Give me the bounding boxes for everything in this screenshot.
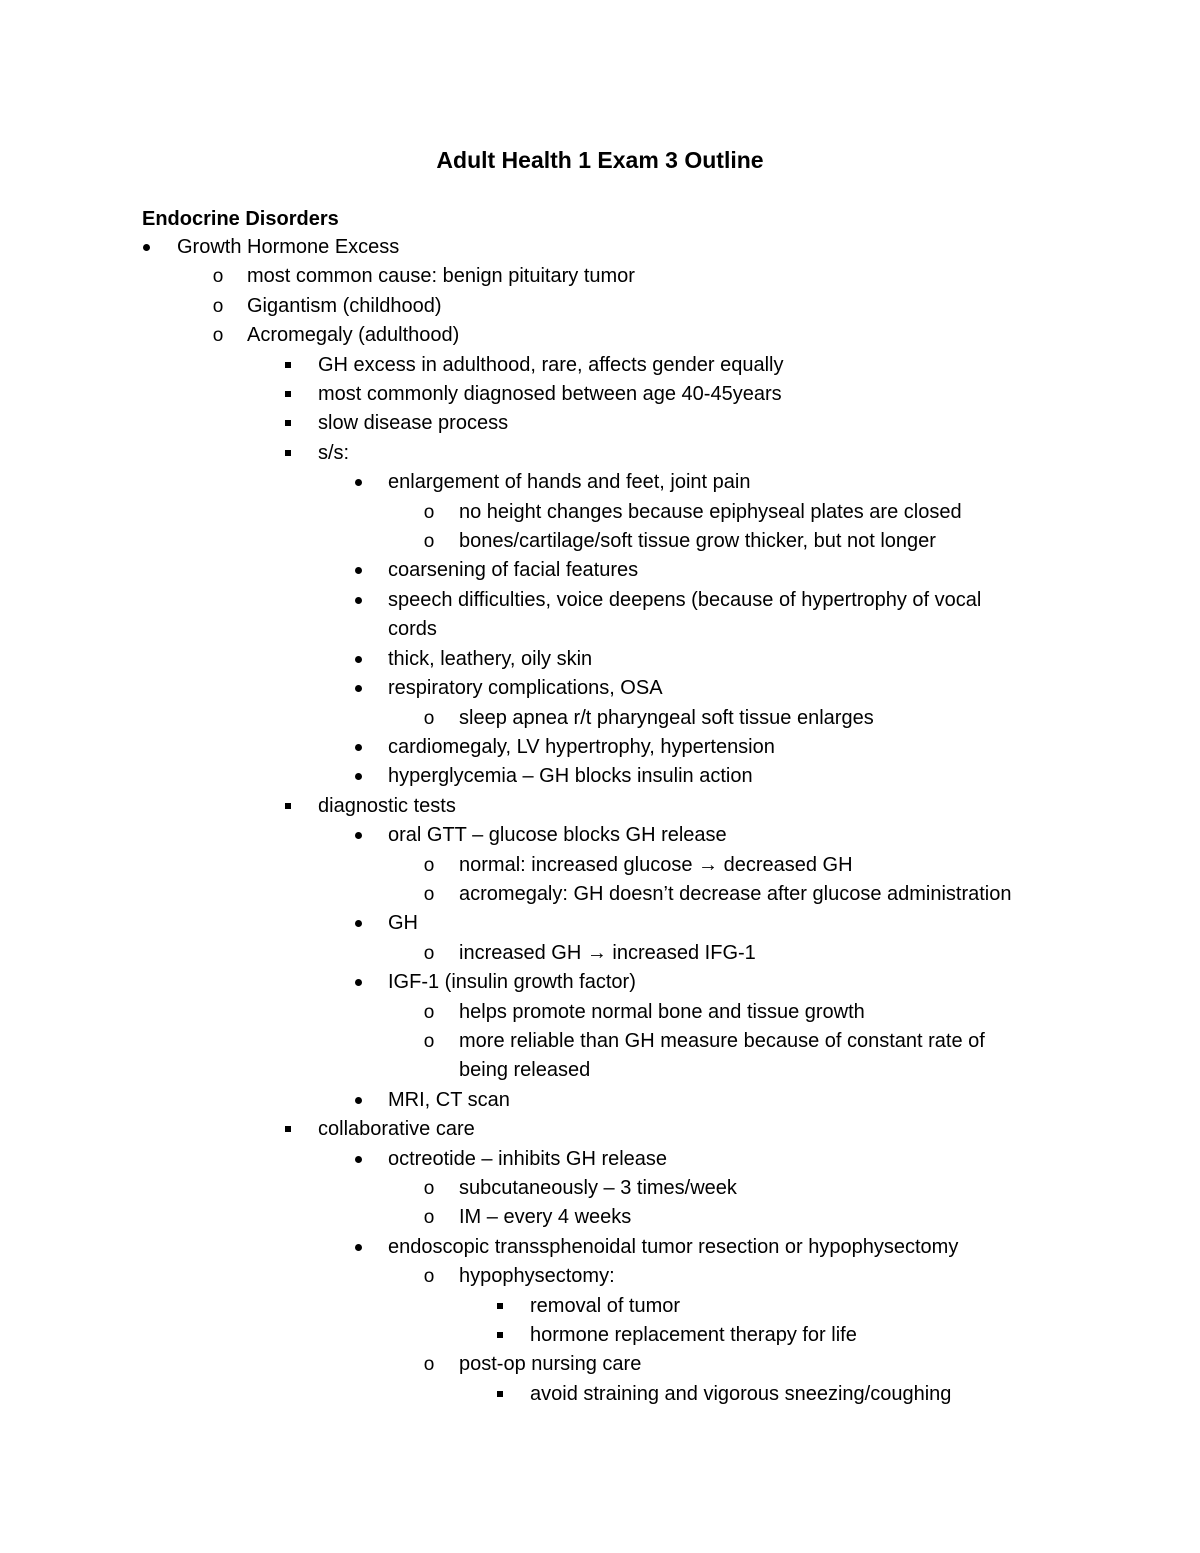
outline-item-text: GH excess in adulthood, rare, affects gender equally: [318, 353, 784, 376]
outline-item-text: Gigantism (childhood): [247, 294, 442, 317]
outline-item: [0, 262, 1200, 291]
outline-item: [0, 939, 1200, 968]
outline-item-text: removal of tumor: [530, 1294, 681, 1317]
outline-item: [0, 733, 1200, 762]
bullet-circle-icon: o: [423, 942, 435, 964]
bullet-circle-icon: o: [423, 501, 435, 523]
outline-item: [0, 409, 1200, 438]
bullet-circle-icon: o: [423, 1030, 435, 1052]
bullet-circle-icon: o: [423, 1266, 435, 1288]
outline-item: [0, 556, 1200, 585]
outline-item-text: avoid straining and vigorous sneezing/coughing: [530, 1382, 952, 1405]
bullet-circle-icon: o: [423, 883, 435, 905]
outline-item: [0, 527, 1200, 556]
outline-item: [0, 1027, 1029, 1086]
outline-item: [0, 821, 1200, 850]
outline-item-text: helps promote normal bone and tissue growth: [459, 1000, 865, 1023]
outline-item-text: coarsening of facial features: [388, 559, 639, 582]
bullet-circle-icon: o: [212, 295, 224, 317]
outline-item-text: Acromegaly (adulthood): [247, 324, 460, 347]
bullet-circle-icon: o: [423, 531, 435, 553]
outline-item-text: speech difficulties, voice deepens (because of hypertrophy of vocal cords: [388, 588, 982, 641]
outline-item-text: endoscopic transsphenoidal tumor resection or hypophysectomy: [388, 1235, 959, 1258]
outline-item: [0, 1233, 1200, 1262]
outline-item: [0, 1350, 1200, 1379]
outline-item: [0, 1086, 1200, 1115]
outline-item-text: hyperglycemia – GH blocks insulin action: [388, 765, 753, 788]
outline-item-text: oral GTT – glucose blocks GH release: [388, 824, 727, 847]
outline-item: [0, 909, 1200, 938]
outline-item: [0, 1380, 1200, 1409]
outline-item-text: cardiomegaly, LV hypertrophy, hypertension: [388, 735, 775, 758]
outline-item-text: increased GH → increased IFG-1: [459, 941, 756, 964]
section-heading: Endocrine Disorders: [142, 208, 339, 230]
outline-item: [0, 351, 1200, 380]
outline-item: [0, 1321, 1200, 1350]
outline-item-text: more reliable than GH measure because of constant rate of being released: [459, 1029, 985, 1082]
outline-item: [0, 1203, 1200, 1232]
outline-item-text: respiratory complications, OSA: [388, 677, 663, 700]
outline-item-text: normal: increased glucose → decreased GH: [459, 853, 853, 876]
bullet-circle-icon: o: [212, 325, 224, 347]
outline-item: [0, 380, 1200, 409]
outline-item: [0, 1145, 1200, 1174]
outline-item: [0, 674, 1200, 703]
outline-item-text: most commonly diagnosed between age 40-45years: [318, 383, 782, 406]
outline-item: [0, 762, 1200, 791]
outline-item-text: hormone replacement therapy for life: [530, 1324, 857, 1347]
document-title: Adult Health 1 Exam 3 Outline: [436, 147, 764, 173]
bullet-circle-icon: o: [423, 1001, 435, 1023]
outline-item: [0, 498, 1200, 527]
outline-item: [0, 439, 1200, 468]
outline-item-text: IGF-1 (insulin growth factor): [388, 971, 636, 994]
outline-item-text: sleep apnea r/t pharyngeal soft tissue enlarges: [459, 706, 874, 729]
outline-item: [0, 880, 1200, 909]
outline-item: [0, 704, 1200, 733]
outline-item: [0, 1262, 1200, 1291]
outline-item: [0, 968, 1200, 997]
outline-item-text: GH: [388, 912, 418, 935]
outline-item-text: bones/cartilage/soft tissue grow thicker, but not longer: [459, 530, 936, 553]
outline-item-text: MRI, CT scan: [388, 1088, 510, 1111]
bullet-circle-icon: o: [212, 266, 224, 288]
bullet-circle-icon: o: [423, 1354, 435, 1376]
bullet-circle-icon: o: [423, 854, 435, 876]
outline-item: [0, 233, 1200, 262]
outline-list: [0, 233, 1200, 1409]
outline-item: [0, 586, 1028, 645]
outline-item: [0, 792, 1200, 821]
outline-item-text: post-op nursing care: [459, 1353, 642, 1376]
outline-item-text: diagnostic tests: [318, 794, 456, 817]
outline-item-text: most common cause: benign pituitary tumor: [247, 265, 635, 288]
outline-item: [0, 851, 1200, 880]
outline-item-text: s/s:: [318, 441, 350, 464]
outline-item: [0, 468, 1200, 497]
outline-item-text: slow disease process: [318, 412, 509, 435]
bullet-circle-icon: o: [423, 1178, 435, 1199]
outline-item: [0, 1174, 1200, 1203]
outline-item-text: acromegaly: GH doesn’t decrease after glucose administration: [459, 882, 1012, 905]
outline-item: [0, 1292, 1200, 1321]
bullet-circle-icon: o: [423, 707, 435, 729]
outline-item-text: Growth Hormone Excess: [177, 236, 400, 258]
outline-item-text: hypophysectomy:: [459, 1265, 615, 1288]
outline-item-text: enlargement of hands and feet, joint pain: [388, 471, 751, 494]
outline-item-text: IM – every 4 weeks: [459, 1206, 632, 1229]
outline-item-text: subcutaneously – 3 times/week: [459, 1177, 737, 1199]
outline-item-text: thick, leathery, oily skin: [388, 647, 593, 670]
outline-item: [0, 1115, 1200, 1144]
outline-item: [0, 645, 1200, 674]
outline-item: [0, 998, 1200, 1027]
outline-item-text: collaborative care: [318, 1118, 475, 1141]
outline-item: [0, 292, 1200, 321]
outline-item-text: octreotide – inhibits GH release: [388, 1147, 668, 1170]
outline-item: [0, 321, 1200, 350]
outline-item-text: no height changes because epiphyseal plates are closed: [459, 500, 962, 523]
bullet-circle-icon: o: [423, 1207, 435, 1229]
